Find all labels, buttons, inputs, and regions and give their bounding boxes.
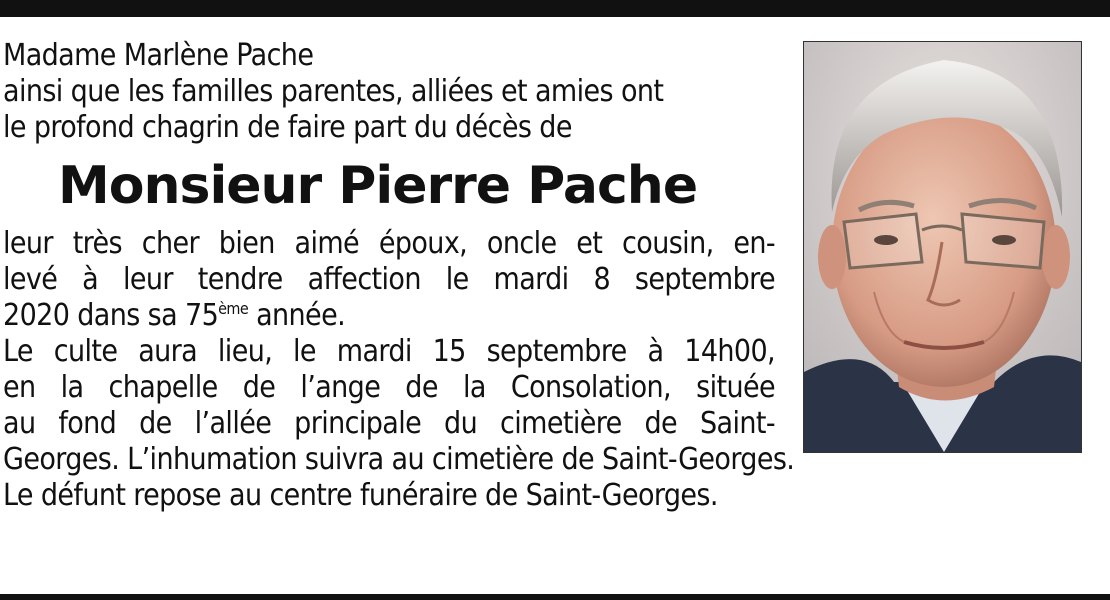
deceased-name: Monsieur Pierre Pache [58, 156, 698, 216]
body-line-8: Le défunt repose au centre funéraire de Saint-Georges. [3, 478, 718, 513]
body-line-6-text: au fond de l’allée principale du cimetière de Saint- [3, 406, 775, 441]
portrait-illustration [804, 42, 1081, 452]
top-rule [0, 0, 1110, 17]
portrait-photo [803, 41, 1082, 453]
body-line-1-text: leur très cher bien aimé époux, oncle et cousin, en- [3, 226, 775, 261]
body-line-5-text: en la chapelle de l’ange de la Consolation, située [3, 370, 775, 405]
body-line-4-text: Le culte aura lieu, le mardi 15 septembre à 14h00, [3, 334, 775, 369]
body-line-7: Georges. L’inhumation suivra au cimetière de Saint-Georges. [3, 442, 795, 477]
body-line-2-text: levé à leur tendre affection le mardi 8 septembre [3, 262, 775, 297]
age-ordinal-suffix: ème [218, 299, 249, 318]
bottom-rule [0, 594, 1110, 600]
intro-line-1: Madame Marlène Pache [3, 38, 314, 73]
age-prefix: 2020 dans sa 75 [3, 298, 219, 333]
age-suffix: année. [248, 298, 346, 333]
intro-line-3: le profond chagrin de faire part du décès de [3, 110, 572, 145]
intro-line-2: ainsi que les familles parentes, alliées et amies ont [3, 74, 664, 109]
